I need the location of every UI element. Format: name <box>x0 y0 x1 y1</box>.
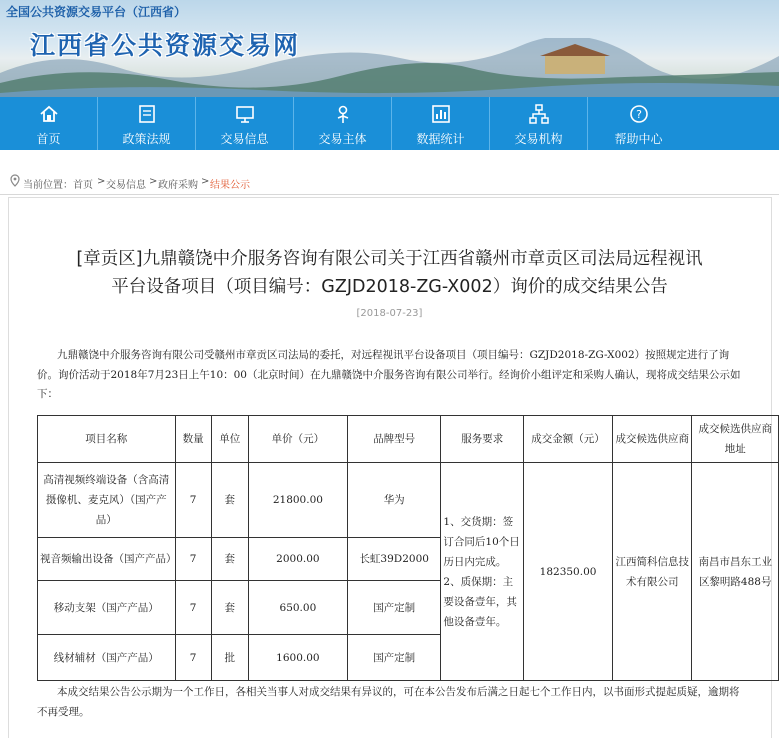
table-header: 项目名称 <box>38 416 176 463</box>
nav-label: 交易主体 <box>318 132 367 146</box>
item-price: 1600.00 <box>248 635 347 681</box>
chart-icon <box>430 103 452 125</box>
article-intro: 九鼎赣饶中介服务咨询有限公司受赣州市章贡区司法局的委托，对远程视讯平台设备项目（项目编号：GZJD2018-ZG-X002）按照规定进行了询价。询价活动于2018年7月23日上午10：00（北京时间）在九鼎赣饶中介服务咨询有限公司举行。经询价小组评定和采购人确认，现将成交结果公示如下： <box>37 349 741 400</box>
table-header: 成交候选供应商地址 <box>692 416 779 463</box>
table-header: 成交金额（元） <box>524 416 613 463</box>
item-unit: 套 <box>211 581 248 635</box>
nav-item-home[interactable] <box>0 97 98 150</box>
item-name: 线材辅材（国产产品） <box>38 635 176 681</box>
item-qty: 7 <box>175 463 211 538</box>
service-requirements: 1、交货期：签订合同后10个日历日内完成。2、质保期：主要设备壹年，其他设备壹年。 <box>441 463 524 681</box>
item-qty: 7 <box>175 635 211 681</box>
item-brand: 国产定制 <box>348 581 441 635</box>
supplier-address: 南昌市昌东工业区黎明路488号 <box>692 463 779 681</box>
divider <box>0 194 779 195</box>
table-header: 单位 <box>211 416 248 463</box>
item-brand: 华为 <box>348 463 441 538</box>
table-header: 服务要求 <box>441 416 524 463</box>
breadcrumb-sep: > <box>97 176 106 187</box>
item-brand: 国产定制 <box>348 635 441 681</box>
nav-item-help[interactable] <box>588 97 689 150</box>
item-name: 视音频输出设备（国产产品） <box>38 538 176 581</box>
item-name: 高清视频终端设备（含高清摄像机、麦克风）（国产产品） <box>38 463 176 538</box>
breadcrumb-sep: > <box>149 176 158 187</box>
breadcrumb-home[interactable]: 首页 <box>73 180 93 191</box>
document-icon <box>136 103 158 125</box>
table-header: 成交候选供应商 <box>613 416 692 463</box>
item-name: 移动支架（国产产品） <box>38 581 176 635</box>
site-title: 江西省公共资源交易网 <box>30 31 301 60</box>
table-header: 数量 <box>175 416 211 463</box>
item-qty: 7 <box>175 538 211 581</box>
article-closing: 本成交结果公告公示期为一个工作日，各相关当事人对成交结果有异议的，可在本公告发布后满之日起七个工作日内，以书面形式提起质疑，逾期将不再受理。 <box>37 686 740 718</box>
item-price: 2000.00 <box>248 538 347 581</box>
breadcrumb-sep: > <box>201 176 210 187</box>
nav-label: 数据统计 <box>416 132 465 146</box>
table-row <box>38 463 779 538</box>
nav-item-trade-info[interactable] <box>196 97 294 150</box>
result-table <box>37 415 779 681</box>
item-brand: 长虹39D2000 <box>348 538 441 581</box>
org-icon <box>528 103 550 125</box>
nav-item-statistics[interactable] <box>392 97 490 150</box>
nav-item-policy[interactable] <box>98 97 196 150</box>
table-header: 单价（元） <box>248 416 347 463</box>
breadcrumb-prefix: 当前位置： <box>23 180 73 191</box>
site-small-title: 全国公共资源交易平台（江西省） <box>6 5 187 19</box>
location-pin-icon <box>10 174 20 187</box>
home-icon <box>38 103 60 125</box>
deal-amount: 182350.00 <box>524 463 613 681</box>
help-icon <box>628 103 650 125</box>
article-title-line2: 平台设备项目（项目编号：GZJD2018-ZG-X002）询价的成交结果公告 <box>111 277 668 297</box>
nav-label: 政策法规 <box>122 132 171 146</box>
article-date: [2018-07-23] <box>356 308 423 319</box>
nav-label: 首页 <box>36 132 61 146</box>
item-qty: 7 <box>175 581 211 635</box>
nav-label: 帮助中心 <box>614 132 663 146</box>
nav-label: 交易机构 <box>514 132 563 146</box>
table-header-row <box>38 416 779 463</box>
supplier-name: 江西简科信息技术有限公司 <box>613 463 692 681</box>
item-price: 21800.00 <box>248 463 347 538</box>
nav-label: 交易信息 <box>220 132 269 146</box>
item-price: 650.00 <box>248 581 347 635</box>
breadcrumb <box>0 170 779 194</box>
breadcrumb-gov-procurement[interactable]: 政府采购 <box>158 180 198 191</box>
site-banner <box>0 0 779 97</box>
main-nav <box>0 97 779 150</box>
table-header: 品牌型号 <box>348 416 441 463</box>
item-unit: 批 <box>211 635 248 681</box>
article-title <box>20 245 759 301</box>
nav-item-agency[interactable] <box>490 97 588 150</box>
monitor-icon <box>234 103 256 125</box>
person-icon <box>332 103 354 125</box>
item-unit: 套 <box>211 538 248 581</box>
item-unit: 套 <box>211 463 248 538</box>
nav-item-trade-subject[interactable] <box>294 97 392 150</box>
breadcrumb-result[interactable]: 结果公示 <box>210 180 250 191</box>
article-title-line1: [章贡区]九鼎赣饶中介服务咨询有限公司关于江西省赣州市章贡区司法局远程视讯 <box>76 249 703 269</box>
svg-text:?: ? <box>635 108 642 121</box>
breadcrumb-trade-info[interactable]: 交易信息 <box>106 180 146 191</box>
